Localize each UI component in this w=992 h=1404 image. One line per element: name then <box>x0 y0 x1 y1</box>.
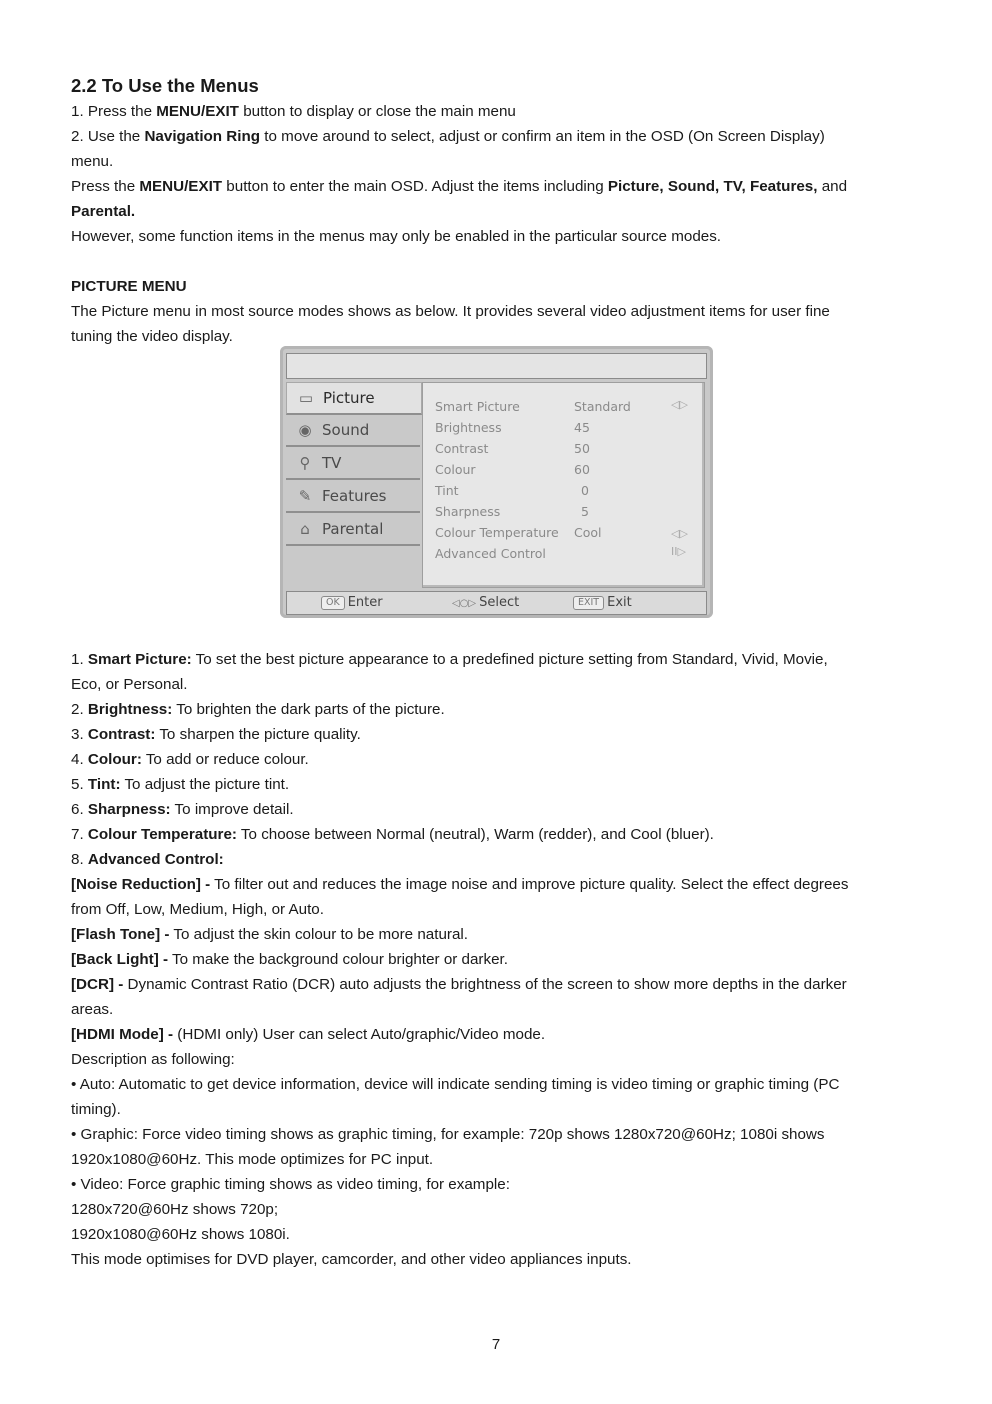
flash-tone <box>71 922 931 947</box>
osd-row-value: 0 <box>581 483 589 498</box>
text: button to display or close the main menu <box>238 103 516 120</box>
osd-menu-item-features <box>286 481 420 513</box>
hdmi-mode <box>71 1022 931 1047</box>
osd-help-label: Select <box>479 595 520 610</box>
text: To adjust the skin colour to be more natural. <box>169 926 469 943</box>
intro-line-4 <box>71 174 931 199</box>
item-title: Smart Picture: <box>87 651 192 668</box>
item-text: To choose between Normal (neutral), Warm (redder), and Cool (bluer). <box>236 826 714 843</box>
section-title: 2.2 To Use the Menus <box>71 75 259 96</box>
text: 1. Press the <box>71 103 157 120</box>
item-number: 2. <box>71 701 88 718</box>
osd-menu-label: Sound <box>322 421 370 439</box>
item-title: Sharpness: <box>87 801 171 818</box>
osd-row-contrast <box>435 439 695 459</box>
document-body <box>71 74 931 349</box>
osd-help-enter <box>321 595 383 610</box>
osd-row-name: Sharpness <box>435 504 501 519</box>
item-colour <box>71 747 931 772</box>
osd-title-bar <box>286 353 707 379</box>
osd-menu-label: Parental <box>322 520 384 538</box>
item-text: To add or reduce colour. <box>141 751 309 768</box>
osd-settings-panel <box>422 382 705 588</box>
osd-row-name: Colour Temperature <box>435 525 559 540</box>
item-advanced-control <box>71 847 931 872</box>
osd-row-smart-picture <box>435 397 695 417</box>
item-smart-picture <box>71 647 931 672</box>
text: Dynamic Contrast Ratio (DCR) auto adjusts the brightness of the screen to show more depths in the darker <box>123 976 847 993</box>
descriptions <box>71 647 931 1272</box>
exit-key-icon: EXIT <box>573 596 604 610</box>
intro-line-3: menu. <box>71 153 114 170</box>
osd-menu-label: TV <box>322 454 342 472</box>
item-text: To improve detail. <box>170 801 294 818</box>
ok-key-icon: OK <box>321 596 345 610</box>
osd-help-select <box>452 595 519 610</box>
osd-row-name: Brightness <box>435 420 502 435</box>
enter-arrow-icon: II▷ <box>671 545 686 558</box>
back-light <box>71 947 931 972</box>
osd-row-value: Standard <box>574 399 631 414</box>
osd-row-colour-temperature <box>435 523 695 543</box>
osd-menu-item-sound <box>286 415 420 447</box>
page-number: 7 <box>491 1336 501 1353</box>
item-number: 4. <box>71 751 88 768</box>
text: button to enter the main OSD. Adjust the items including <box>222 178 608 195</box>
video-line-1: • Video: Force graphic timing shows as video timing, for example: <box>71 1176 510 1193</box>
dcr <box>71 972 931 997</box>
picture-menu-para-1: The Picture menu in most source modes shows as below. It provides several video adjustment items for user fine <box>71 303 830 320</box>
bold-text: Picture, Sound, TV, Features, <box>607 178 818 195</box>
picture-menu-heading: PICTURE MENU <box>71 278 187 295</box>
antenna-icon: ⚲ <box>299 454 311 472</box>
item-text: To adjust the picture tint. <box>120 776 290 793</box>
intro-line-6: However, some function items in the menus may only be enabled in the particular source modes. <box>71 228 722 245</box>
osd-menu-item-tv <box>286 448 420 480</box>
intro-line-2 <box>71 124 931 149</box>
bold-text: Navigation Ring <box>144 128 261 145</box>
osd-help-label: Enter <box>347 595 383 610</box>
tools-icon: ✎ <box>298 487 312 505</box>
bold-text: [Flash Tone] - <box>71 926 170 943</box>
item-title: Colour Temperature: <box>87 826 237 843</box>
item-sharpness <box>71 797 931 822</box>
osd-help-exit <box>573 595 632 610</box>
item-brightness <box>71 697 931 722</box>
item-text: To brighten the dark parts of the picture. <box>172 701 445 718</box>
item-smart-picture-cont: Eco, or Personal. <box>71 676 188 693</box>
left-right-arrow-icon: ◁▷ <box>671 398 688 411</box>
osd-menu-image <box>280 346 713 618</box>
item-title: Tint: <box>87 776 121 793</box>
item-text: To set the best picture appearance to a predefined picture setting from Standard, Vivid, Movie, <box>191 651 828 668</box>
osd-menu-item-parental <box>286 514 420 546</box>
item-text: To sharpen the picture quality. <box>155 726 361 743</box>
item-title: Brightness: <box>87 701 173 718</box>
item-title: Contrast: <box>87 726 156 743</box>
intro-line-1 <box>71 99 931 124</box>
osd-row-name: Tint <box>435 483 459 498</box>
osd-row-sharpness <box>435 502 695 522</box>
lock-icon: ⌂ <box>300 520 310 538</box>
description-heading: Description as following: <box>71 1051 235 1068</box>
text: Press the <box>71 178 140 195</box>
navigation-ring-icon: ◁○▷ <box>452 598 477 609</box>
video-line-2: 1280x720@60Hz shows 720p; <box>71 1201 279 1218</box>
picture-menu-para-2: tuning the video display. <box>71 328 233 345</box>
osd-menu-item-picture <box>286 382 422 415</box>
text: to move around to select, adjust or confirm an item in the OSD (On Screen Display) <box>260 128 825 145</box>
osd-help-bar <box>286 591 707 615</box>
osd-menu-label: Picture <box>323 389 375 407</box>
osd-row-colour <box>435 460 695 480</box>
bold-text: [Back Light] - <box>71 951 169 968</box>
auto-line-1: • Auto: Automatic to get device information, device will indicate sending timing is video timing or graphic timing (PC <box>71 1076 840 1093</box>
item-contrast <box>71 722 931 747</box>
item-title: Advanced Control: <box>87 851 224 868</box>
osd-row-tint <box>435 481 695 501</box>
video-line-3: 1920x1080@60Hz shows 1080i. <box>71 1226 290 1243</box>
osd-row-name: Contrast <box>435 441 489 456</box>
item-number: 5. <box>71 776 88 793</box>
osd-row-name: Colour <box>435 462 476 477</box>
text: and <box>817 178 848 195</box>
osd-menu-label: Features <box>322 487 387 505</box>
osd-help-label: Exit <box>607 595 632 610</box>
dcr-cont: areas. <box>71 1001 114 1018</box>
graphic-line-2: 1920x1080@60Hz. This mode optimizes for PC input. <box>71 1151 434 1168</box>
osd-row-name: Advanced Control <box>435 546 546 561</box>
text: (HDMI only) User can select Auto/graphic/Video mode. <box>173 1026 546 1043</box>
intro-line-5 <box>71 199 931 224</box>
bold-text: [DCR] - <box>71 976 124 993</box>
osd-row-value: Cool <box>574 525 602 540</box>
item-number: 8. <box>71 851 88 868</box>
bold-text: [Noise Reduction] - <box>71 876 211 893</box>
osd-menu-list <box>284 382 422 587</box>
osd-row-value: 5 <box>581 504 589 519</box>
text: 2. Use the <box>71 128 145 145</box>
osd-row-value: 45 <box>574 420 590 435</box>
item-colour-temperature <box>71 822 931 847</box>
bold-text: Parental. <box>71 203 136 220</box>
bold-text: [HDMI Mode] - <box>71 1026 174 1043</box>
osd-row-name: Smart Picture <box>435 399 520 414</box>
bold-text: MENU/EXIT <box>156 103 239 120</box>
left-right-arrow-icon: ◁▷ <box>671 527 688 540</box>
graphic-line-1: • Graphic: Force video timing shows as graphic timing, for example: 720p shows 1280x720@60Hz; 1080i shows <box>71 1126 825 1143</box>
auto-line-2: timing). <box>71 1101 121 1118</box>
speaker-icon: ◉ <box>298 421 312 439</box>
item-number: 1. <box>71 651 88 668</box>
osd-row-value: 60 <box>574 462 590 477</box>
bold-text: MENU/EXIT <box>139 178 223 195</box>
item-tint <box>71 772 931 797</box>
osd-row-advanced-control <box>435 544 695 564</box>
noise-reduction <box>71 872 931 897</box>
text: To make the background colour brighter or darker. <box>168 951 508 968</box>
item-title: Colour: <box>87 751 142 768</box>
text: To filter out and reduces the image noise and improve picture quality. Select the effect degrees <box>210 876 849 893</box>
item-number: 6. <box>71 801 88 818</box>
noise-reduction-cont: from Off, Low, Medium, High, or Auto. <box>71 901 324 918</box>
item-number: 3. <box>71 726 88 743</box>
item-number: 7. <box>71 826 88 843</box>
osd-row-brightness <box>435 418 695 438</box>
video-line-4: This mode optimises for DVD player, camcorder, and other video appliances inputs. <box>71 1251 632 1268</box>
osd-row-value: 50 <box>574 441 590 456</box>
tv-icon: ▭ <box>298 389 314 407</box>
